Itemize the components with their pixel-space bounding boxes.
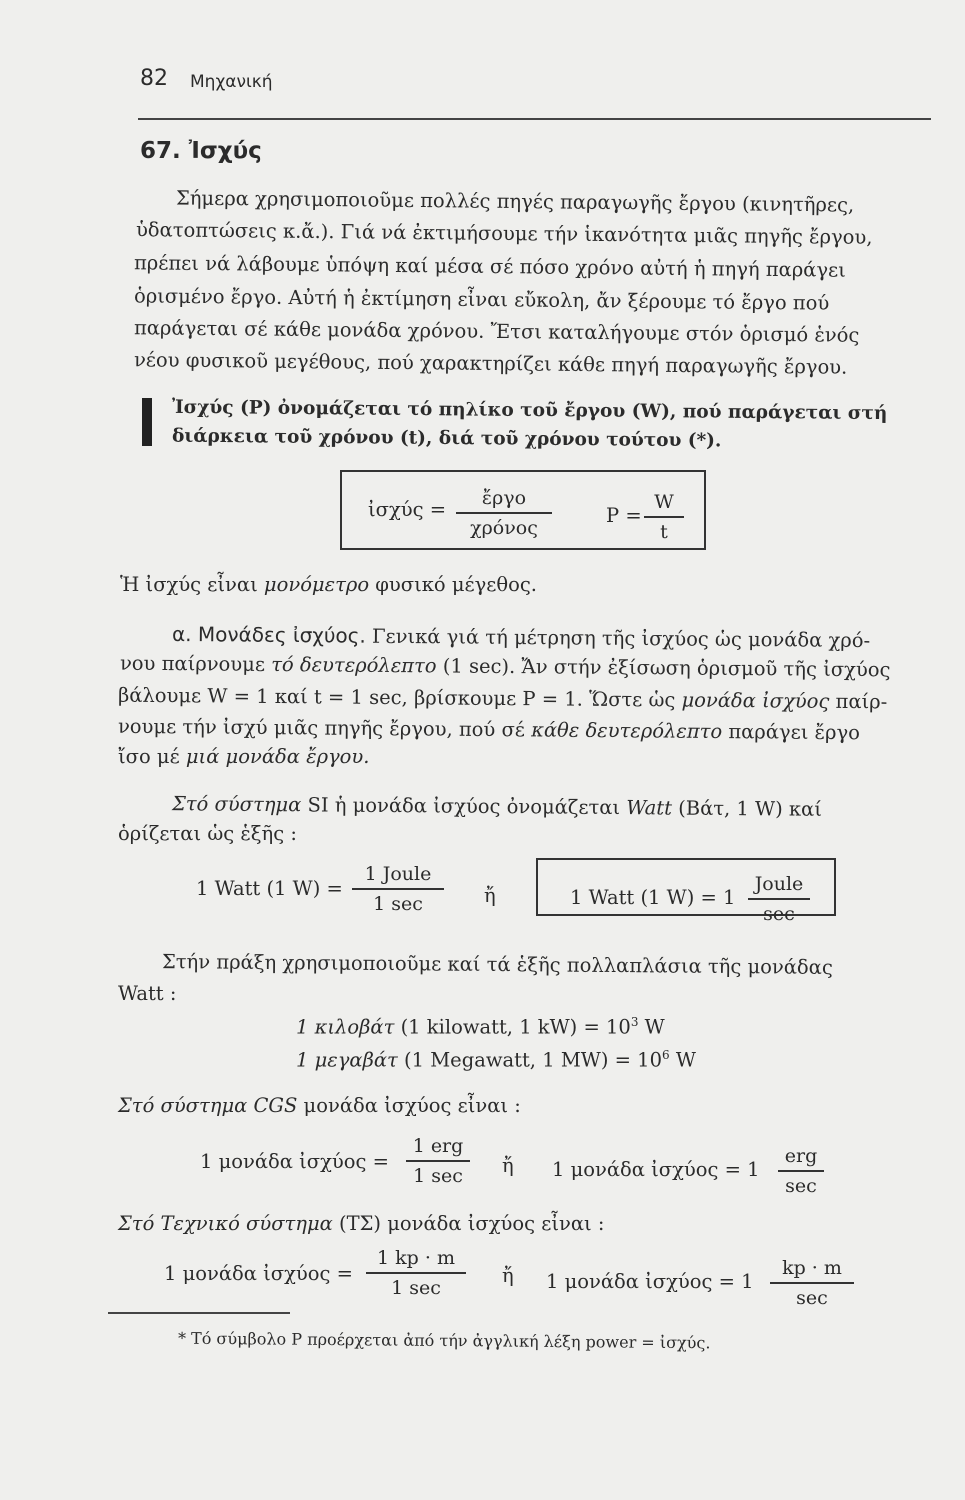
cgs-heading: Στό σύστημα CGS μονάδα ἰσχύος εἶναι : (118, 1094, 521, 1117)
multiples-line: Watt : (118, 982, 177, 1005)
megawatt-line: 1 μεγαβάτ (1 Megawatt, 1 $MW) = 10^6$ W (296, 1048, 696, 1072)
watt-fraction: 1 Joule 1 sec (352, 862, 444, 916)
watt-formula2-lhs: 1 Watt (1 W) = 1 (570, 886, 736, 909)
ts-formula2-lhs: 1 μονάδα ἰσχύος = 1 (546, 1270, 754, 1293)
formula-fraction-work-time (456, 486, 552, 540)
para1-line: ὑδατοπτώσεις κ.ἄ.). Γιά νά ἐκτιμήσουμε τήν ἱκανότητα μιᾶς πηγῆς ἔργου, (135, 218, 873, 249)
formula-lhs: ἰσχύς = (368, 498, 447, 521)
formula-lhs-symbolic: P = (606, 504, 642, 527)
ts-heading: Στό Τεχνικό σύστημα (ΤΣ) μονάδα ἰσχύος εἶναι : (118, 1212, 605, 1235)
header-rule (138, 118, 931, 120)
formula-fraction-W-t (644, 490, 684, 544)
si-line: ὁρίζεται ὡς ἑξῆς : (118, 822, 297, 845)
fraction-bar (644, 516, 684, 518)
definition-marker-bar (142, 398, 152, 446)
units-line: βάλουμε W = 1 καί t = 1 sec, βρίσκουμε P = 1. Ὥστε ὡς μονάδα ἰσχύος παίρ- (117, 683, 888, 714)
definition-line: Ἰσχύς (P) ὀνομάζεται τό πηλίκο τοῦ ἔργου (W), πού παράγεται στή (171, 396, 888, 425)
para1-line: πρέπει νά λάβουμε ὑπόψη καί μέσα σέ πόσο χρόνο αὐτή ἡ πηγή παράγει (133, 251, 846, 282)
page-number: 82 (140, 66, 168, 91)
units-line: νου παίρνουμε τό δευτερόλεπτο (1 sec). Ἄν στήν ἐξίσωση ὁρισμοῦ τῆς ἰσχύος (119, 651, 891, 682)
para1-line: Σήμερα χρησιμοποιοῦμε πολλές πηγές παραγωγῆς ἔργου (κινητῆρες, (175, 186, 855, 217)
cgs-fraction-2: erg sec (778, 1144, 824, 1198)
units-heading: α. Μονάδες ἰσχύος. (171, 621, 366, 648)
footnote-rule (108, 1312, 290, 1314)
running-title: Μηχανική (190, 72, 273, 92)
watt-fraction-2: Joule sec (748, 872, 810, 926)
multiples-line: Στήν πράξη χρησιμοποιοῦμε καί τά ἑξῆς πολλαπλάσια τῆς μονάδας (161, 950, 833, 979)
definition-line: διάρκεια τοῦ χρόνου (t), διά τοῦ χρόνου τούτου (*). (171, 425, 722, 452)
para1-line: νέου φυσικοῦ μεγέθους, πού χαρακτηρίζει κάθε πηγή παραγωγῆς ἔργου. (133, 348, 848, 379)
or-word: ἤ (502, 1264, 514, 1287)
units-line: νουμε τήν ἰσχύ μιᾶς πηγῆς ἔργου, πού σέ κάθε δευτερόλεπτο παράγει ἔργο (117, 714, 861, 745)
fraction-denominator: χρόνος (470, 516, 538, 539)
cgs-fraction: 1 erg 1 sec (406, 1134, 470, 1188)
or-word: ἤ (484, 884, 496, 907)
footnote: * Τό σύμβολο P προέρχεται ἀπό τήν ἀγγλική λέξη power = ἰσχύς. (177, 1328, 711, 1353)
section-title: 67. Ἰσχύς (140, 138, 262, 164)
ts-formula-lhs: 1 μονάδα ἰσχύος = (164, 1262, 353, 1285)
units-line: α. Μονάδες ἰσχύος. Γενικά γιά τή μέτρηση τῆς ἰσχύος ὡς μονάδα χρό- (171, 621, 871, 653)
para1-line: ὁρισμένο ἔργο. Αὐτή ἡ ἐκτίμηση εἶναι εὔκολη, ἄν ξέρουμε τό ἔργο πού (133, 284, 830, 315)
scalar-sentence: Ἡ ἰσχύς εἶναι μονόμετρο φυσικό μέγεθος. (120, 573, 537, 596)
cgs-formula-lhs: 1 μονάδα ἰσχύος = (200, 1150, 389, 1173)
watt-formula-lhs: 1 Watt (1 W) = (196, 877, 343, 900)
scalar-emphasis: μονόμετρο (263, 573, 370, 596)
ts-fraction-2: kp · m sec (770, 1256, 854, 1310)
si-line: Στό σύστημα SI ἡ μονάδα ἰσχύος ὀνομάζεται Watt (Βάτ, 1 W) καί (171, 792, 823, 821)
fraction-numerator: W (654, 491, 674, 513)
kilowatt-line: 1 κιλοβάτ (1 kilowatt, 1 $kW) = 10^3$ W (296, 1015, 665, 1039)
units-line: ἴσο μέ μιά μονάδα ἔργου. (118, 745, 370, 768)
cgs-formula2-lhs: 1 μονάδα ἰσχύος = 1 (552, 1158, 760, 1181)
fraction-bar (456, 512, 552, 514)
para1-line: παράγεται σέ κάθε μονάδα χρόνου. Ἔτσι καταλήγουμε στόν ὁρισμό ἑνός (133, 316, 860, 347)
ts-fraction: 1 kp · m 1 sec (366, 1246, 466, 1300)
fraction-denominator: t (660, 520, 668, 543)
fraction-numerator: ἔργο (481, 487, 527, 509)
or-word: ἤ (502, 1154, 514, 1177)
